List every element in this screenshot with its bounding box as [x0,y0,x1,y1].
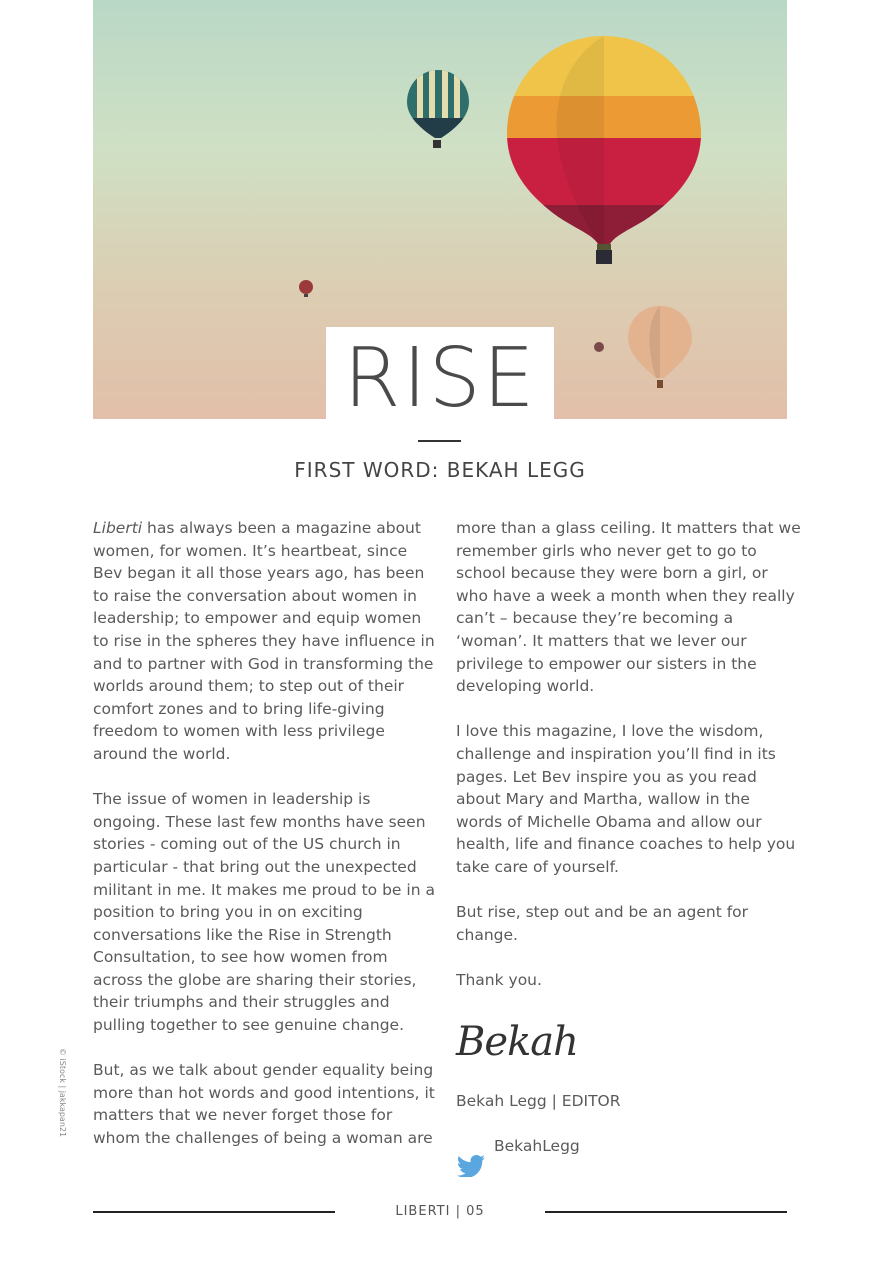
paragraph-text: has always been a magazine about women, for women. It’s heartbeat, since Bev began it all those years ago, has been to raise the conversation about women in leadership; to empower and equip women to rise in the spheres they have influence in and to partner with God in transforming the worlds around them; to step out of their comfort zones and to bring life-giving freedom to women with less privilege around the world. [93,519,435,763]
twitter-bird-icon[interactable] [456,1155,486,1184]
paragraph: I love this magazine, I love the wisdom, challenge and inspiration you’ll find in its pages. Let Bev inspire you as you read about Mary and Martha, wallow in the words of Michelle Obama and allow our health, life and finance coaches to help you take care of yourself. [456,722,796,876]
signature: Bekah [456,1019,578,1066]
article-left-column [93,517,438,1172]
paragraph: more than a glass ceiling. It matters that we remember girls who never get to go to school because they were born a girl, or who have a week a month when they really can’t – because they’re becoming a ‘woman’. It matters that we lever our privilege to empower our sisters in the developing world. [456,519,801,696]
striped-balloon [393,60,483,150]
photo-credit: © iStock | jakkapan21 [58,1048,67,1138]
twitter-handle[interactable]: BekahLegg [494,1137,580,1156]
title-box [326,327,554,426]
big-balloon [493,30,713,255]
title-divider [418,440,461,442]
paragraph: But, as we talk about gender equality being more than hot words and good intentions, it matters that we never forget those for whom the challenges of being a woman are [93,1061,435,1148]
editor-credit: Bekah Legg | EDITOR [456,1092,621,1111]
page-title: RISE [343,331,537,426]
paragraph: Thank you. [456,970,542,989]
article-subtitle: FIRST WORD: BEKAH LEGG [294,458,586,482]
paragraph: The issue of women in leadership is ongoing. These last few months have seen stories - coming out of the US church in particular - that bring out the unexpected militant in me. It makes me proud to be in a position to bring you in on exciting conversations like the Rise in Strength Consultation, to see how women from across the globe are sharing their stories, their triumphs and their struggles and pulling together to see genuine change. [93,790,435,1035]
paragraph: But rise, step out and be an agent for change. [456,903,749,944]
twitter-row [456,1135,801,1185]
footer-page-number: LIBERTI | 05 [395,1204,485,1219]
article-right-column [456,517,801,1185]
paragraph [93,517,438,766]
magazine-name: Liberti [93,519,143,537]
